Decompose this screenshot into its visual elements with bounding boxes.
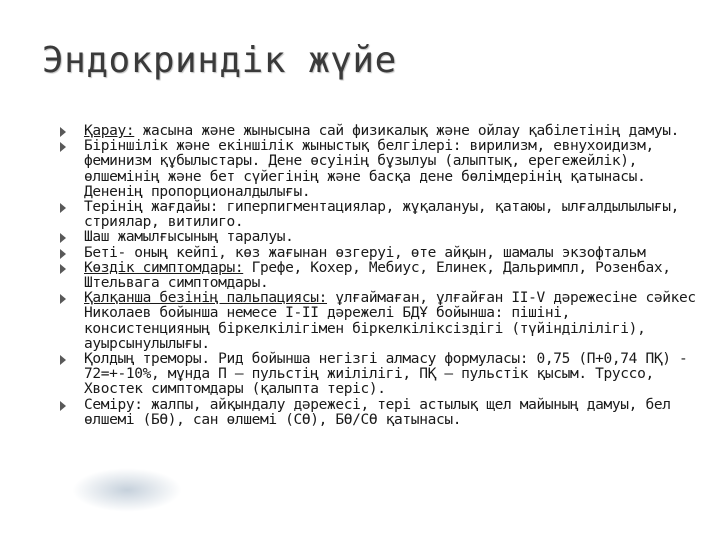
bullet-term: Көздік симптомдары: [84, 259, 244, 276]
bullet-list [60, 124, 700, 428]
bullet-item-examination [60, 124, 700, 139]
bullet-item-sex-characteristics [60, 139, 700, 200]
triangle-bullet-icon [60, 355, 66, 365]
bullet-item-skin-condition [60, 200, 700, 230]
bullet-text: Қолдың треморы. Рид бойынша негізгі алмасу формуласы: 0,75 (П+0,74 ПҚ) - 72=+-10%, мұнда П – пульстің жиілілігі, ПҚ – пульстік қысым. Труссо, Хвостек симптомдары (қалыпта теріс). [84, 351, 688, 398]
bullet-text: Терінің жағдайы: гиперпигментациялар, жұқалануы, қатаюы, ылғалдылылығы, стриялар, витилиго. [84, 199, 679, 231]
bullet-text: Беті- оның кейпі, көз жағынан өзгеруі, өте айқын, шамалы экзофтальм [84, 244, 646, 261]
bullet-item-face [60, 246, 700, 261]
bullet-item-eye-symptoms [60, 261, 700, 291]
triangle-bullet-icon [60, 127, 66, 137]
triangle-bullet-icon [60, 264, 66, 274]
bullet-item-hair-distribution [60, 230, 700, 245]
bullet-item-obesity [60, 398, 700, 428]
triangle-bullet-icon [60, 249, 66, 259]
watermark-smudge [72, 468, 182, 512]
bullet-item-thyroid-palpation [60, 291, 700, 352]
triangle-bullet-icon [60, 203, 66, 213]
bullet-text: Шаш жамылғысының таралуы. [84, 229, 294, 246]
bullet-text: Семіру: жалпы, айқындалу дәрежесі, тері астылық щел майының дамуы, бел өлшемі (БӨ), сан өлшемі (СӨ), БӨ/СӨ қатынасы. [84, 396, 671, 428]
bullet-term: Қарау: [84, 123, 135, 139]
bullet-text: Грефе, Кохер, Мебиус, Елинек, Дальримпл, Розенбах, Штельвага симптомдары. [84, 259, 671, 292]
bullet-term: Қалқанша безінің пальпациясы: [84, 290, 328, 307]
slide-title: Эндокриндік жүйе [42, 40, 397, 81]
bullet-text: Біріншілік және екіншілік жыныстық белгілері: вирилизм, евнухоидизм, феминизм құбылыстары. Дене өсуінің бұзылуы (алыптық, ерегежейлік), өлшемінің және бет сүйегінің және басқа дене бөлімдерінің қатынасы. Дененің пропорционалдылығы. [84, 138, 654, 200]
bullet-text: жасына және жынысына сай физикалық және ойлау қабілетінің дамуы. [134, 123, 679, 139]
triangle-bullet-icon [60, 401, 66, 411]
triangle-bullet-icon [60, 294, 66, 304]
bullet-item-hand-tremor [60, 352, 700, 398]
bullet-text: ұлғаймаған, ұлғайған II-V дәрежесіне сәйкес Николаев бойынша немесе I-II дәрежелі БДҰ бойынша: пішіні, консистенцияның біркелкілігімен біркелкіліксіздігі (түйінділілігі), ауырсынулылығы. [84, 290, 696, 352]
triangle-bullet-icon [60, 233, 66, 243]
triangle-bullet-icon [60, 142, 66, 152]
